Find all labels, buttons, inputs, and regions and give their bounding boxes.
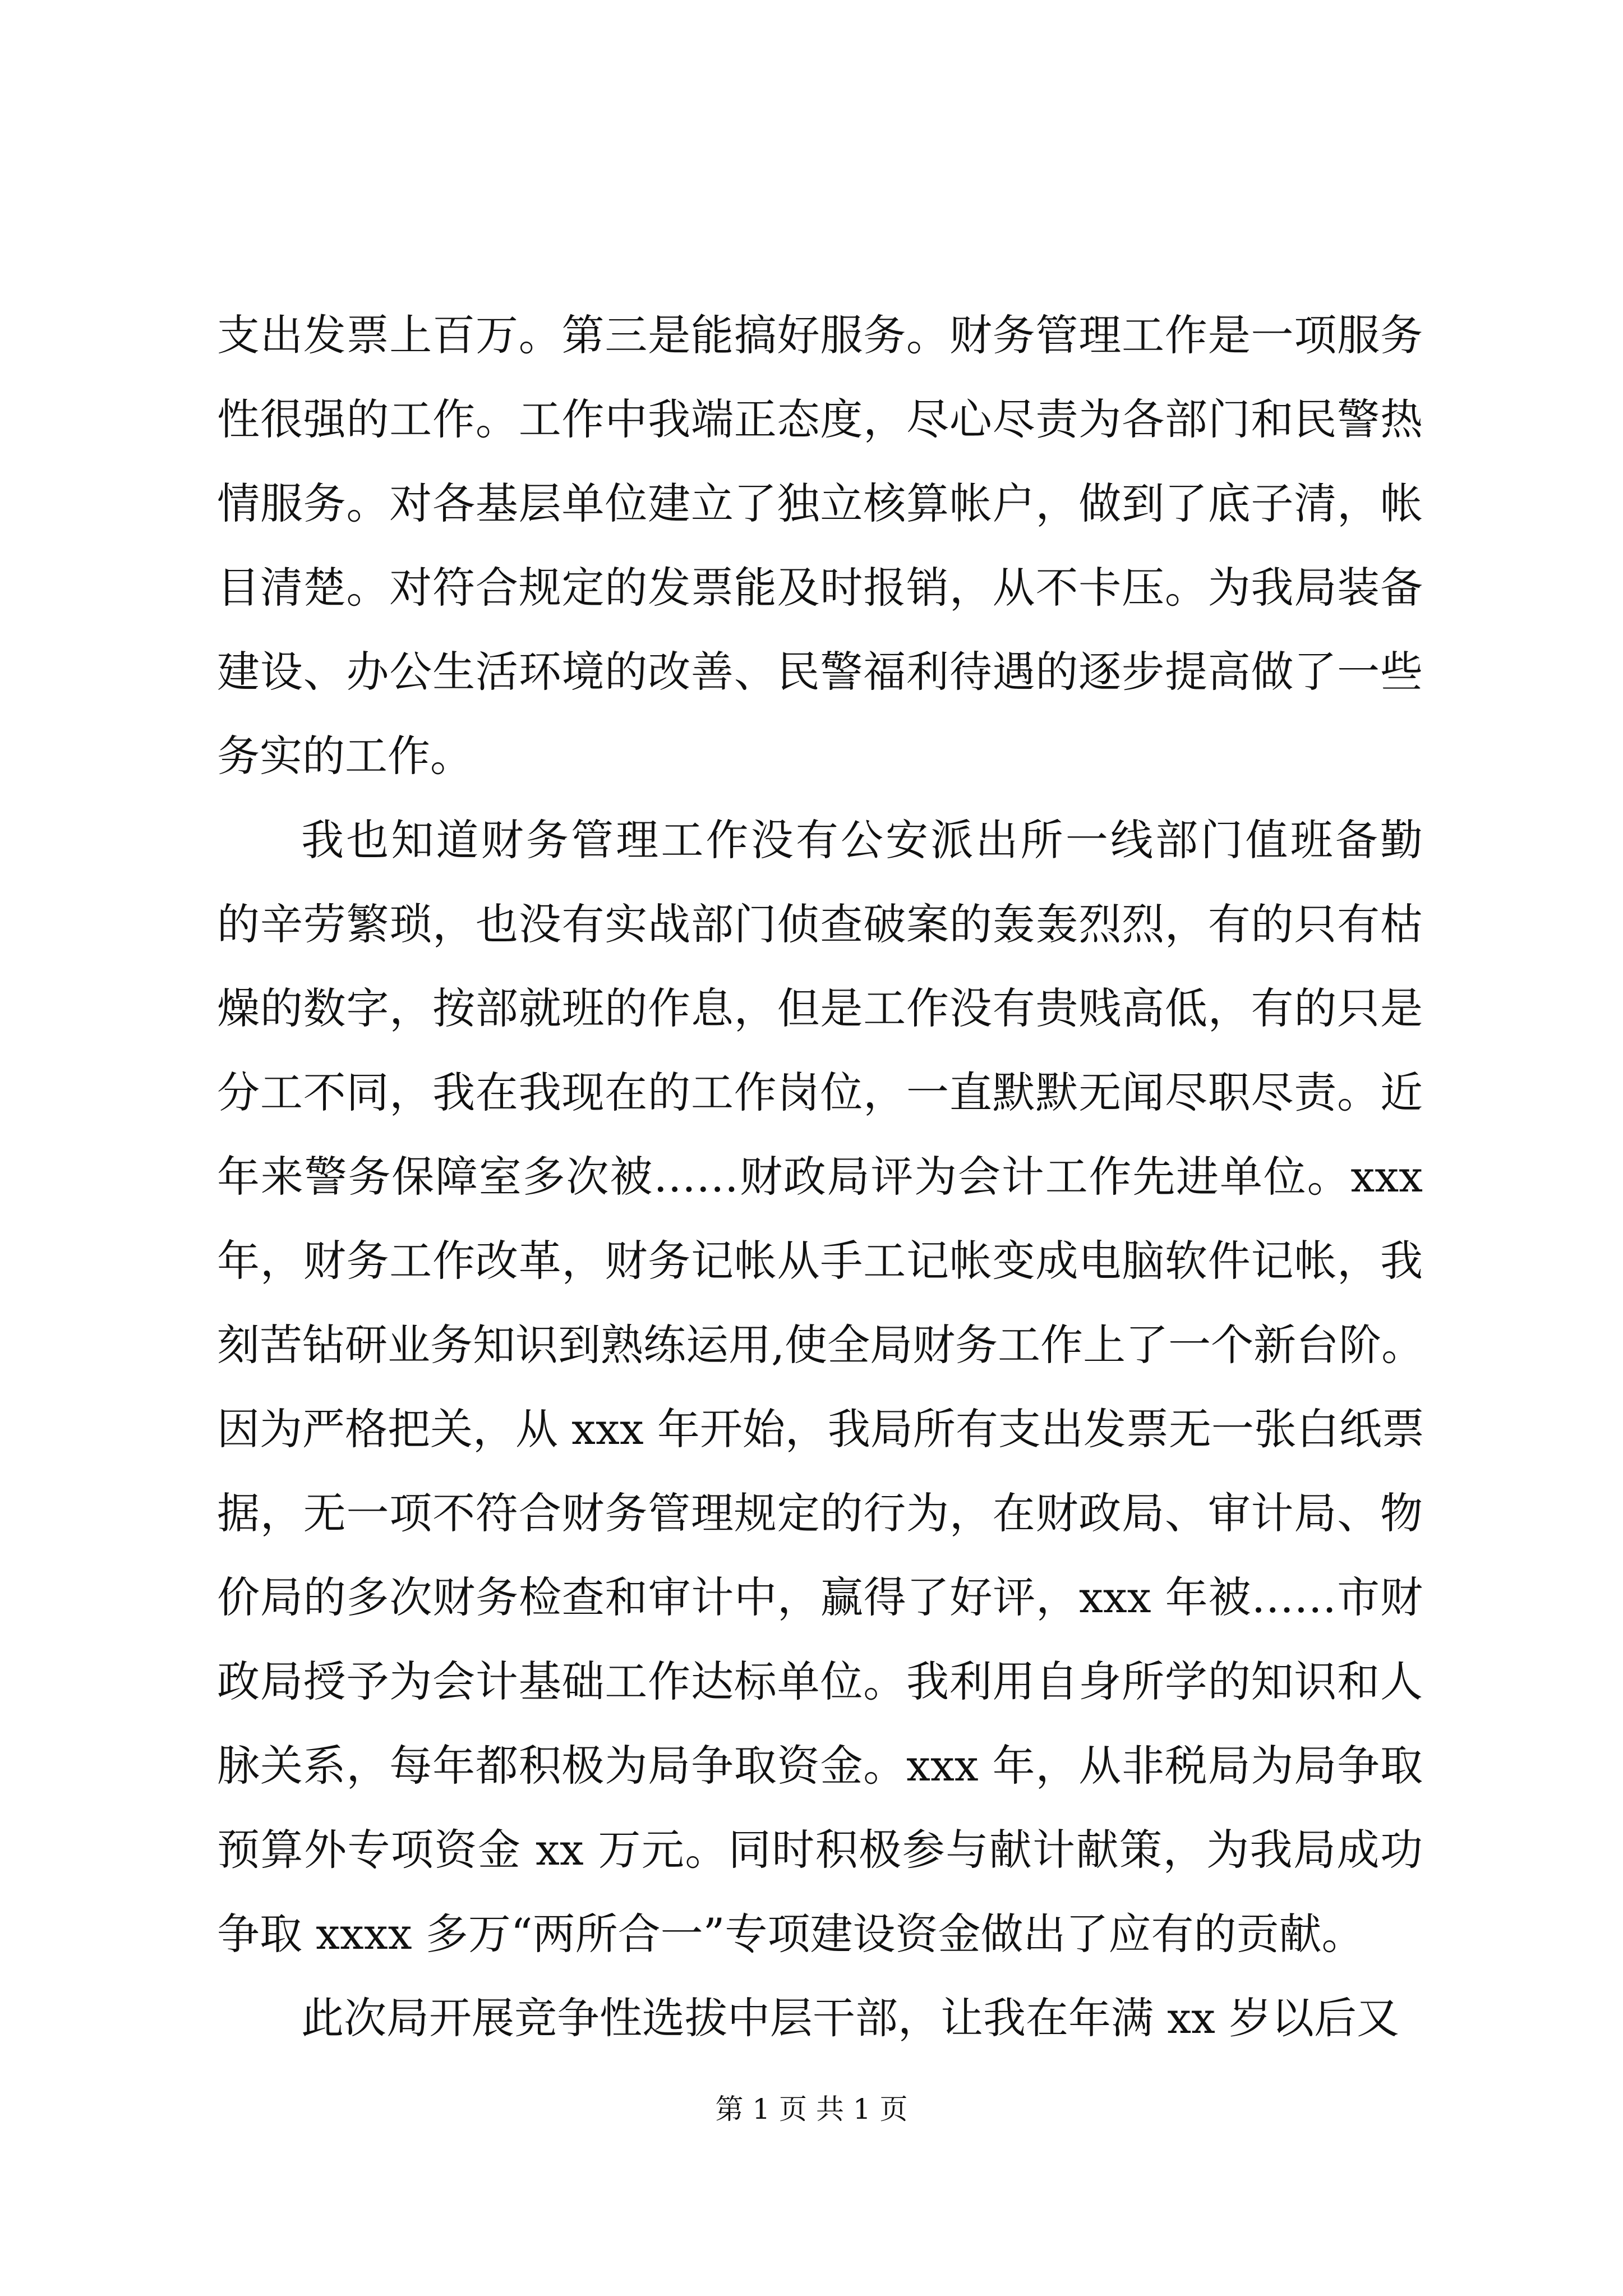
text-line: 据，无一项不符合财务管理规定的行为，在财政局、审计局、物 bbox=[217, 1488, 1423, 1538]
text-line: 预算外专项资金 xx 万元。同时积极参与献计献策，为我局成功 bbox=[217, 1825, 1423, 1875]
text-line: 因为严格把关，从 xxx 年开始，我局所有支出发票无一张白纸票 bbox=[217, 1404, 1424, 1454]
text-line: 务实的工作。 bbox=[217, 731, 473, 781]
text-line: 年来警务保障室多次被……财政局评为会计工作先进单位。xxx bbox=[217, 1152, 1423, 1202]
text-line: 争取 xxxx 多万“两所合一”专项建设资金做出了应有的贡献。 bbox=[217, 1909, 1364, 1959]
text-line: 年，财务工作改革，财务记帐从手工记帐变成电脑软件记帐，我 bbox=[217, 1236, 1423, 1286]
paragraph-first-line: 我也知道财务管理工作没有公安派出所一线部门值班备勤 bbox=[301, 815, 1423, 865]
text-line: 情服务。对各基层单位建立了独立核算帐户，做到了底子清，帐 bbox=[217, 478, 1423, 528]
text-line: 分工不同，我在我现在的工作岗位，一直默默无闻尽职尽责。近 bbox=[217, 1068, 1423, 1117]
text-line: 价局的多次财务检查和审计中，赢得了好评，xxx 年被……市财 bbox=[217, 1572, 1423, 1622]
text-line: 政局授予为会计基础工作达标单位。我利用自身所学的知识和人 bbox=[217, 1657, 1423, 1706]
text-line: 的辛劳繁琐，也没有实战部门侦查破案的轰轰烈烈，有的只有枯 bbox=[217, 899, 1423, 949]
paragraph-first-line: 此次局开展竞争性选拔中层干部，让我在年满 xx 岁以后又 bbox=[301, 1993, 1400, 2043]
page-footer: 第 1 页 共 1 页 bbox=[715, 2093, 908, 2125]
text-line: 性很强的工作。工作中我端正态度，尽心尽责为各部门和民警热 bbox=[217, 394, 1423, 444]
text-line: 目清楚。对符合规定的发票能及时报销，从不卡压。为我局装备 bbox=[217, 563, 1423, 613]
text-line: 燥的数字，按部就班的作息，但是工作没有贵贱高低，有的只是 bbox=[217, 983, 1423, 1033]
text-line: 建设、办公生活环境的改善、民警福利待遇的逐步提高做了一些 bbox=[217, 647, 1423, 697]
text-line: 刻苦钻研业务知识到熟练运用,使全局财务工作上了一个新台阶。 bbox=[217, 1320, 1424, 1370]
text-line: 支出发票上百万。第三是能搞好服务。财务管理工作是一项服务 bbox=[217, 310, 1423, 360]
text-line: 脉关系，每年都积极为局争取资金。xxx 年，从非税局为局争取 bbox=[217, 1741, 1423, 1791]
